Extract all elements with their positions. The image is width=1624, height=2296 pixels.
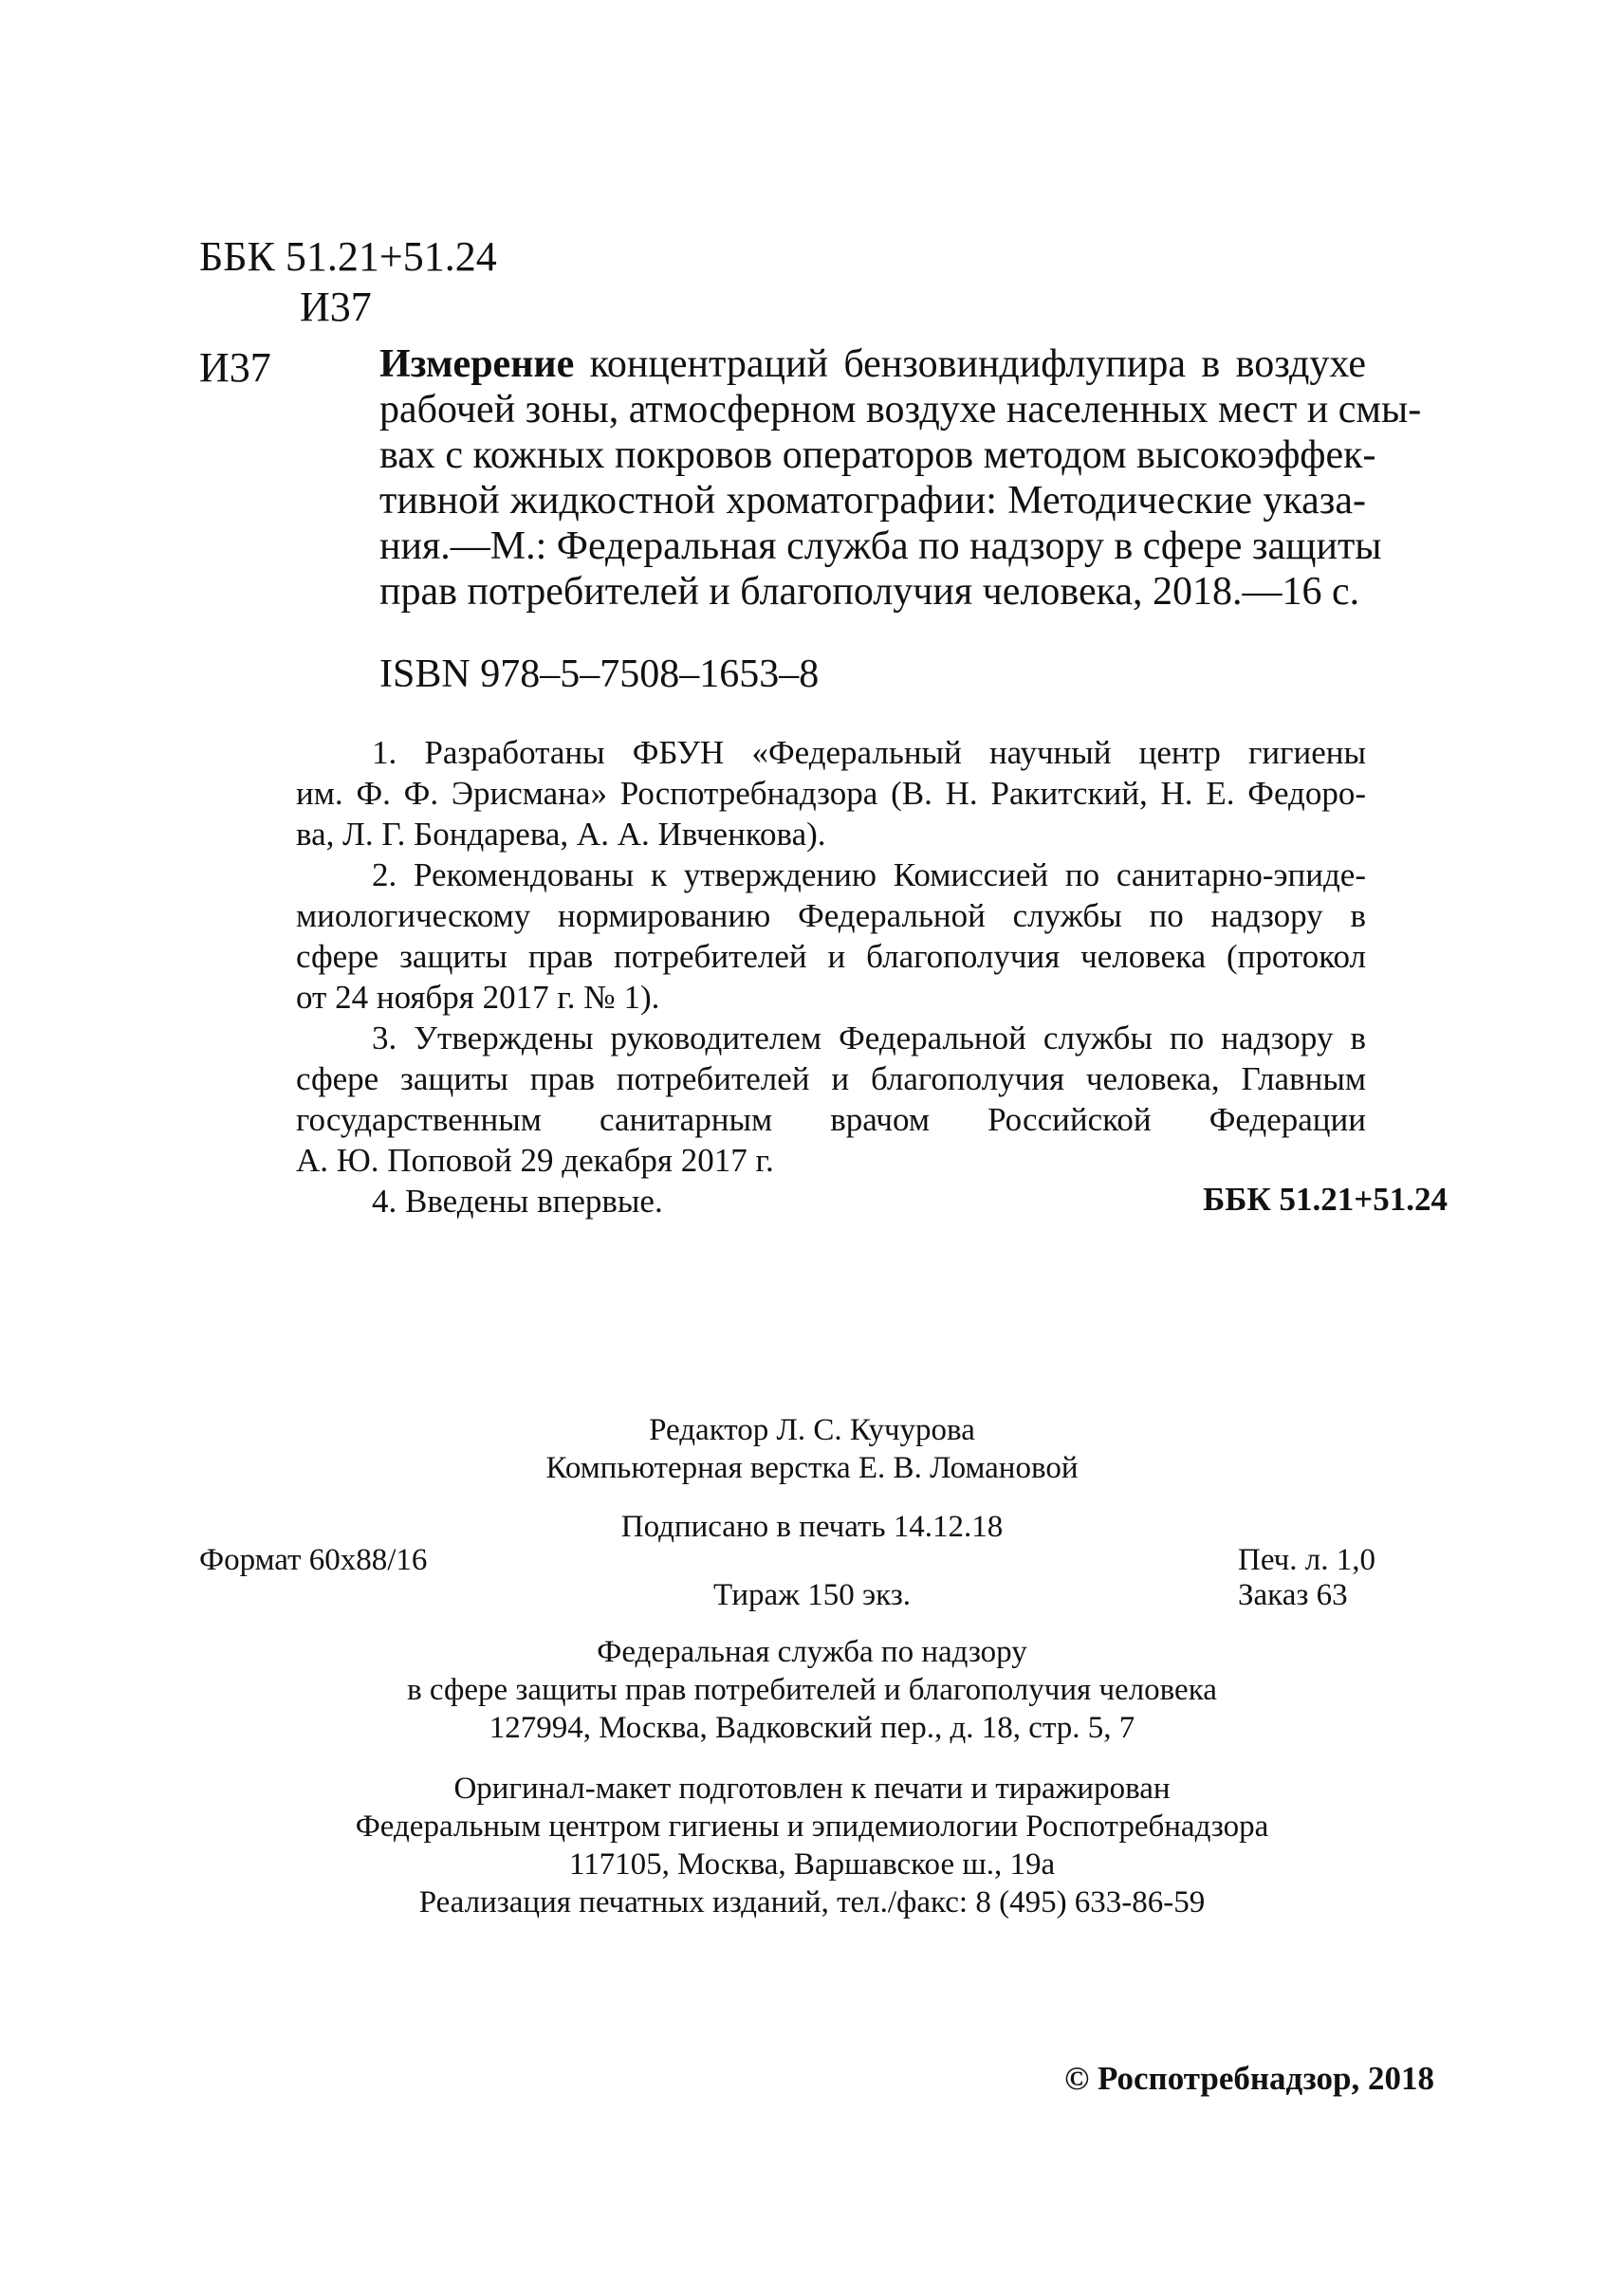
note-line: 2. Рекомендованы к утверждению Комиссией по санитарно-эпиде- (372, 856, 1366, 893)
note-line: 3. Утверждены руководителем Федеральной службы по надзору в (372, 1019, 1366, 1056)
sheets-line: Печ. л. 1,0 (1238, 1543, 1375, 1577)
note-line: государственным санитарным врачом Российской Федерации (296, 1101, 1366, 1138)
notes-block (296, 732, 1366, 1221)
entry-line: тивной жидкостной хроматографии: Методические указа- (379, 479, 1366, 523)
signed-line: Подписано в печать 14.12.18 (620, 1510, 1004, 1544)
note-line: А. Ю. Поповой 29 декабря 2017 г. (296, 1142, 774, 1179)
entry-author-mark: И37 (199, 344, 271, 391)
sales-contact: Реализация печатных изданий, тел./факс: 8 (495) 633-86-59 (418, 1885, 1206, 1919)
entry-title-word: Измерение (379, 342, 575, 386)
publisher-line: в сфере защиты прав потребителей и благополучия человека (407, 1673, 1217, 1707)
publisher-address: 127994, Москва, Вадковский пер., д. 18, стр. 5, 7 (489, 1711, 1135, 1745)
note-line: сфере защиты прав потребителей и благополучия человека, Главным (296, 1060, 1366, 1097)
editor-line: Редактор Л. С. Кучурова (649, 1413, 975, 1447)
bbk-index: ББК 51.21+51.24 (199, 233, 497, 280)
entry-line: прав потребителей и благополучия человека, 2018.—16 с. (379, 570, 1360, 614)
entry-line-text: концентраций бензовиндифлупира в воздухе (574, 342, 1366, 386)
note-line: сфере защиты прав потребителей и благополучия человека (протокол (296, 938, 1366, 975)
author-mark: И37 (300, 284, 372, 330)
format-line: Формат 60x88/16 (199, 1543, 428, 1577)
entry-line: вах с кожных покровов операторов методом высокоэффек- (379, 433, 1376, 477)
note-line: ва, Л. Г. Бондарева, А. А. Ивченкова). (296, 816, 826, 853)
entry-line (379, 341, 1366, 387)
original-address: 117105, Москва, Варшавское ш., 19а (568, 1847, 1056, 1882)
bibliographic-entry (379, 341, 1422, 615)
note-line: 4. Введены впервые. (372, 1183, 663, 1220)
bbk-index-bottom: ББК 51.21+51.24 (1203, 1181, 1448, 1218)
entry-line: рабочей зоны, атмосферном воздухе населенных мест и смы- (379, 388, 1422, 432)
layout-line: Компьютерная верстка Е. В. Ломановой (545, 1451, 1079, 1485)
note-line: 1. Разработаны ФБУН «Федеральный научный центр гигиены (372, 734, 1366, 771)
note-line: миологическому нормированию Федеральной службы по надзору в (296, 897, 1366, 934)
entry-line: ния.—М.: Федеральная служба по надзору в сфере защиты (379, 524, 1382, 568)
isbn: ISBN 978–5–7508–1653–8 (379, 652, 820, 696)
copyright-line: © Роспотребнадзор, 2018 (1064, 2060, 1434, 2097)
print-run-line: Тираж 150 экз. (713, 1578, 911, 1612)
original-line: Федеральным центром гигиены и эпидемиологии Роспотребнадзора (355, 1809, 1269, 1844)
original-line: Оригинал-макет подготовлен к печати и тиражирован (453, 1772, 1171, 1806)
note-line: от 24 ноября 2017 г. № 1). (296, 979, 660, 1016)
note-line: им. Ф. Ф. Эрисмана» Роспотребнадзора (В. Н. Ракитский, Н. Е. Федоро- (296, 775, 1366, 812)
order-line: Заказ 63 (1238, 1578, 1348, 1612)
publisher-line: Федеральная служба по надзору (597, 1635, 1027, 1669)
